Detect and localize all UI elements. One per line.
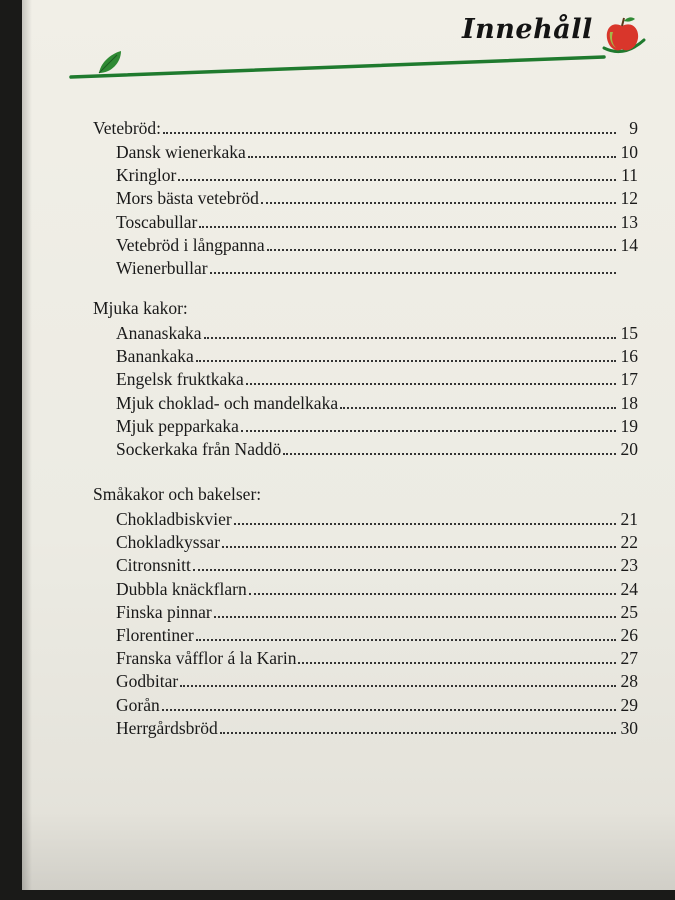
- book-page: [22, 0, 675, 890]
- toc-entry[interactable]: [93, 717, 638, 739]
- toc-page-number: 17: [620, 369, 638, 390]
- toc-entry[interactable]: [93, 141, 638, 163]
- dot-leader: [283, 453, 616, 455]
- toc-entry[interactable]: [93, 531, 638, 553]
- toc-entry-name: Kringlor: [116, 165, 177, 186]
- toc-page-number: 12: [620, 188, 638, 209]
- toc-section-title: Mjuka kakor:: [93, 298, 188, 318]
- dot-leader: [210, 272, 616, 274]
- toc-entry[interactable]: [93, 554, 638, 576]
- dot-leader: [193, 569, 616, 571]
- page-title: Innehåll: [462, 14, 593, 45]
- toc-page-number: 18: [620, 392, 638, 413]
- toc-page-number: 13: [620, 211, 638, 232]
- dot-leader: [162, 709, 616, 711]
- dot-leader: [220, 732, 616, 734]
- toc-page-number: 25: [620, 601, 638, 622]
- toc-entry-name: Herrgårdsbröd: [116, 717, 218, 738]
- toc-page-number: 28: [620, 671, 638, 692]
- dot-leader: [298, 662, 616, 664]
- toc-entry-name: Florentiner: [116, 625, 194, 645]
- toc-entry-name: Dansk wienerkaka: [116, 142, 246, 162]
- toc-section-title: Småkakor och bakelser:: [93, 484, 262, 504]
- toc-entry[interactable]: [93, 438, 638, 460]
- dot-leader: [163, 132, 616, 134]
- toc-entry[interactable]: [93, 257, 638, 279]
- toc-entry[interactable]: [93, 647, 638, 669]
- toc-entry[interactable]: [93, 670, 638, 692]
- dot-leader: [180, 685, 616, 687]
- toc-entry[interactable]: [93, 164, 638, 186]
- toc-entry-name: Mjuk pepparkaka: [116, 415, 239, 436]
- toc-entry[interactable]: [93, 508, 638, 530]
- toc-entry-name: Mjuk choklad- och mandelkaka: [116, 392, 339, 413]
- toc-entry[interactable]: [93, 368, 638, 390]
- dot-leader: [196, 639, 616, 641]
- toc-page-number: 21: [620, 509, 638, 529]
- dot-leader: [241, 430, 616, 432]
- header-rule: [69, 39, 649, 79]
- bottom-shadow: [22, 810, 675, 890]
- dot-leader: [214, 616, 616, 618]
- toc-page-number: 26: [620, 625, 638, 645]
- toc-entry[interactable]: [93, 211, 638, 233]
- toc-entry[interactable]: [93, 694, 638, 716]
- toc-page-number: 30: [620, 717, 638, 738]
- dot-leader: [178, 179, 616, 181]
- toc-entry-name: Chokladkyssar: [116, 532, 221, 553]
- toc-entry[interactable]: [93, 392, 638, 414]
- toc-entry-name: Citronsnitt: [116, 555, 191, 576]
- toc-page-number: 14: [620, 234, 638, 255]
- toc-section-row: [93, 117, 638, 139]
- toc-page-number: 15: [620, 323, 638, 343]
- apple-icon: [600, 12, 648, 60]
- toc-entry[interactable]: [93, 624, 638, 646]
- dot-leader: [222, 546, 616, 548]
- toc-entry-name: Gorån: [116, 694, 160, 715]
- toc-page-number: 9: [629, 118, 638, 138]
- toc-entry[interactable]: [93, 322, 638, 344]
- toc-entry[interactable]: [93, 578, 638, 600]
- toc-page-number: 10: [620, 142, 638, 162]
- toc-entry-name: Ananaskaka: [116, 323, 202, 343]
- dot-leader: [199, 226, 616, 228]
- toc-page-number: 16: [620, 346, 638, 367]
- toc-entry-name: Godbitar: [116, 671, 179, 692]
- toc-page-number: 11: [621, 165, 638, 186]
- dot-leader: [234, 523, 616, 525]
- toc-entry[interactable]: [93, 234, 638, 256]
- dot-leader: [204, 337, 616, 339]
- toc-page-number: 20: [620, 439, 638, 459]
- toc-entry-name: Finska pinnar: [116, 601, 212, 622]
- toc-entry-name: Dubbla knäckflarn: [116, 578, 247, 599]
- toc-page-number: 29: [620, 694, 638, 715]
- toc-entry-name: Sockerkaka från Naddö: [116, 439, 282, 459]
- toc-page-number: 24: [620, 578, 638, 599]
- toc-page-number: 19: [620, 415, 638, 436]
- toc-entry[interactable]: [93, 187, 638, 209]
- toc-entry[interactable]: [93, 601, 638, 623]
- toc-entry-name: Banankaka: [116, 346, 194, 367]
- toc-entry[interactable]: [93, 345, 638, 367]
- dot-leader: [261, 202, 616, 204]
- toc-entry-name: Franska våfflor á la Karin: [116, 648, 297, 669]
- dot-leader: [249, 593, 616, 595]
- toc-entry-name: Engelsk fruktkaka: [116, 369, 244, 390]
- toc-entry-name: Wienerbullar: [116, 258, 208, 278]
- gutter-shadow: [22, 0, 32, 890]
- toc-entry-name: Toscabullar: [116, 211, 198, 232]
- toc-section-title: Vetebröd:: [93, 118, 162, 138]
- toc-entry-name: Chokladbiskvier: [116, 509, 232, 529]
- toc-page-number: 23: [620, 555, 638, 576]
- toc-entry[interactable]: [93, 415, 638, 437]
- toc-page-number: 22: [620, 532, 638, 553]
- dot-leader: [340, 407, 616, 409]
- toc-entry-name: Mors bästa vetebröd: [116, 188, 259, 209]
- toc-page-number: 27: [620, 648, 638, 669]
- toc-entry-name: Vetebröd i långpanna: [116, 234, 265, 255]
- dot-leader: [246, 383, 616, 385]
- dot-leader: [267, 249, 616, 251]
- dot-leader: [196, 360, 616, 362]
- dot-leader: [248, 156, 616, 158]
